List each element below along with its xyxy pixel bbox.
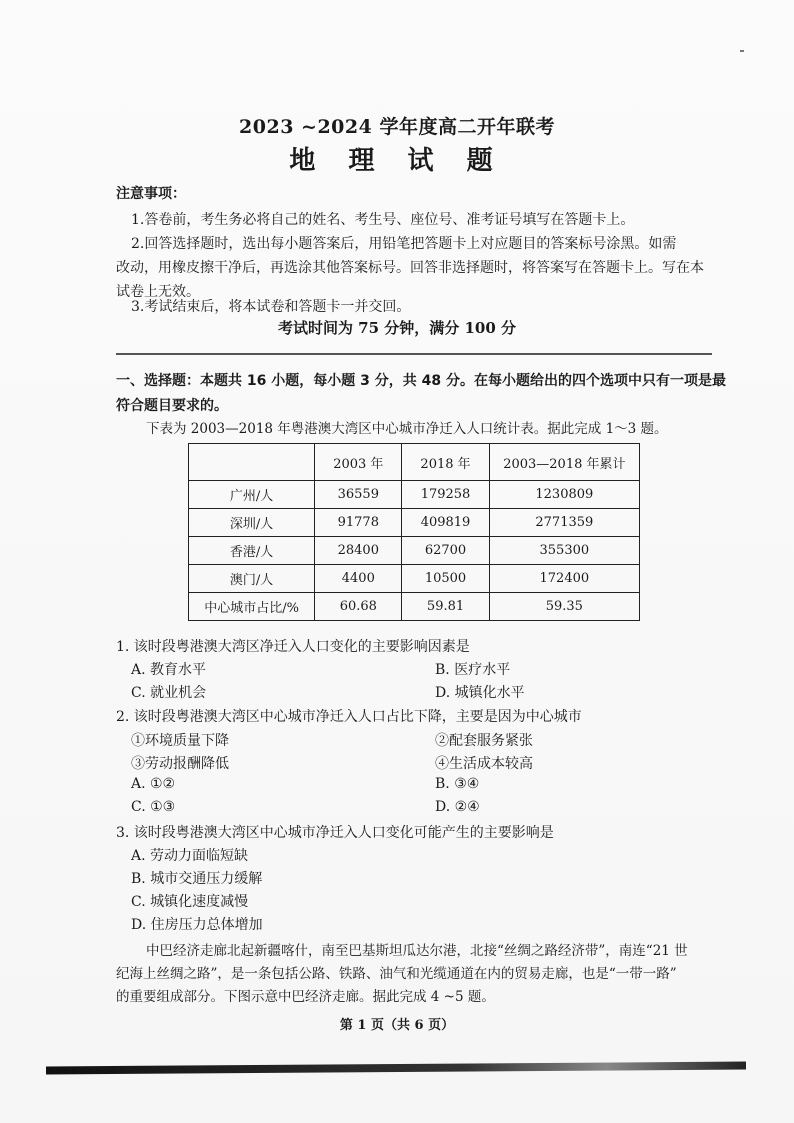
notice-item-3: 3.考试结束后，将本试卷和答题卡一并交回。 [131,299,411,315]
table-row [189,565,640,593]
table-cell: 59.81 [402,593,489,621]
table-cell: 澳门/人 [189,565,315,593]
question-2-statement-2: ②配套服务紧张 [435,733,533,749]
question-2-option-d: D. ②④ [435,799,480,815]
question-1-option-a: A. 教育水平 [131,662,207,678]
table-row [189,509,640,537]
question-3-option-b: B. 城市交通压力缓解 [131,871,263,887]
table-row [189,593,640,621]
notice-heading: 注意事项： [116,186,186,202]
table-cell: 中心城市占比/% [189,593,315,621]
table-cell: 60.68 [315,593,402,621]
question-1-stem: 1. 该时段粤港澳大湾区净迁入人口变化的主要影响因素是 [116,639,470,655]
table-cell: 172400 [489,565,639,593]
question-3-stem: 3. 该时段粤港澳大湾区中心城市净迁入人口变化可能产生的主要影响是 [116,825,554,841]
table-cell: 4400 [315,565,402,593]
page-number: 第 1 页（共 6 页） [339,1018,455,1033]
table-cell: 1230809 [489,481,639,509]
question-1-option-c: C. 就业机会 [131,685,207,701]
table-cell: 10500 [402,565,489,593]
table-cell: 2771359 [489,509,639,537]
table-header-row [189,444,640,481]
table-cell: 355300 [489,537,639,565]
table-header-cell: 2003 年 [315,444,402,481]
table-cell: 深圳/人 [189,509,315,537]
table-cell: 28400 [315,537,402,565]
table-header-cell: 2018 年 [402,444,489,481]
scan-edge-bar [46,1062,746,1075]
header-divider [116,353,712,355]
exam-title: 2023 ~2024 学年度高二开年联考 [239,116,555,138]
table-intro: 下表为 2003—2018 年粤港澳大湾区中心城市净迁入人口统计表。据此完成 1～3 题。 [146,421,668,437]
passage-line-1: 中巴经济走廊北起新疆喀什，南至巴基斯坦瓜达尔港，北接“丝绸之路经济带”，南连“21 世 [146,943,688,959]
table-cell: 香港/人 [189,537,315,565]
table-header-cell [189,444,315,481]
section-heading-line1: 一、选择题：本题共 16 小题，每小题 3 分，共 48 分。在每小题给出的四个选项中只有一项是最 [116,373,726,389]
passage-line-3: 的重要组成部分。下图示意中巴经济走廊。据此完成 4 ~5 题。 [116,989,495,1005]
question-3-option-a: A. 劳动力面临短缺 [131,848,249,864]
table-cell: 36559 [315,481,402,509]
migration-table [188,443,640,621]
question-1-option-d: D. 城镇化水平 [435,685,525,701]
section-heading-line2: 符合题目要求的。 [116,398,228,414]
table-cell: 62700 [402,537,489,565]
question-1-option-b: B. 医疗水平 [435,662,511,678]
notice-item-1: 1.答卷前，考生务必将自己的姓名、考生号、座位号、准考证号填写在答题卡上。 [131,212,635,228]
notice-item-2: 2.回答选择题时，选出每小题答案后，用铅笔把答题卡上对应题目的答案标号涂黑。如需 [131,236,677,252]
question-2-stem: 2. 该时段粤港澳大湾区中心城市净迁入人口占比下降，主要是因为中心城市 [116,709,582,725]
table-row [189,481,640,509]
notice-item-2-cont: 改动，用橡皮擦干净后，再选涂其他答案标号。回答非选择题时，将答案写在答题卡上。写在本 [116,260,704,276]
question-2-statement-3: ③劳动报酬降低 [131,756,229,772]
table-cell: 广州/人 [189,481,315,509]
question-2-option-c: C. ①③ [131,799,176,815]
question-2-statement-1: ①环境质量下降 [131,733,229,749]
scan-speck [740,50,744,52]
table-cell: 91778 [315,509,402,537]
table-cell: 409819 [402,509,489,537]
table-cell: 179258 [402,481,489,509]
question-2-statement-4: ④生活成本较高 [435,756,533,772]
question-3-option-c: C. 城镇化速度减慢 [131,894,249,910]
table-row [189,537,640,565]
passage-line-2: 纪海上丝绸之路”，是一条包括公路、铁路、油气和光缆通道在内的贸易走廊，也是“一带一路” [116,966,677,982]
table-cell: 59.35 [489,593,639,621]
notice-item-2-end: 试卷上无效。 [116,284,200,300]
exam-time-line: 考试时间为 75 分钟，满分 100 分 [277,319,517,337]
question-3-option-d: D. 住房压力总体增加 [131,917,263,933]
question-2-option-a: A. ①② [131,776,176,792]
subject-title: 地 理 试 题 [289,146,505,176]
table-header-cell: 2003—2018 年累计 [489,444,639,481]
question-2-option-b: B. ③④ [435,776,480,792]
